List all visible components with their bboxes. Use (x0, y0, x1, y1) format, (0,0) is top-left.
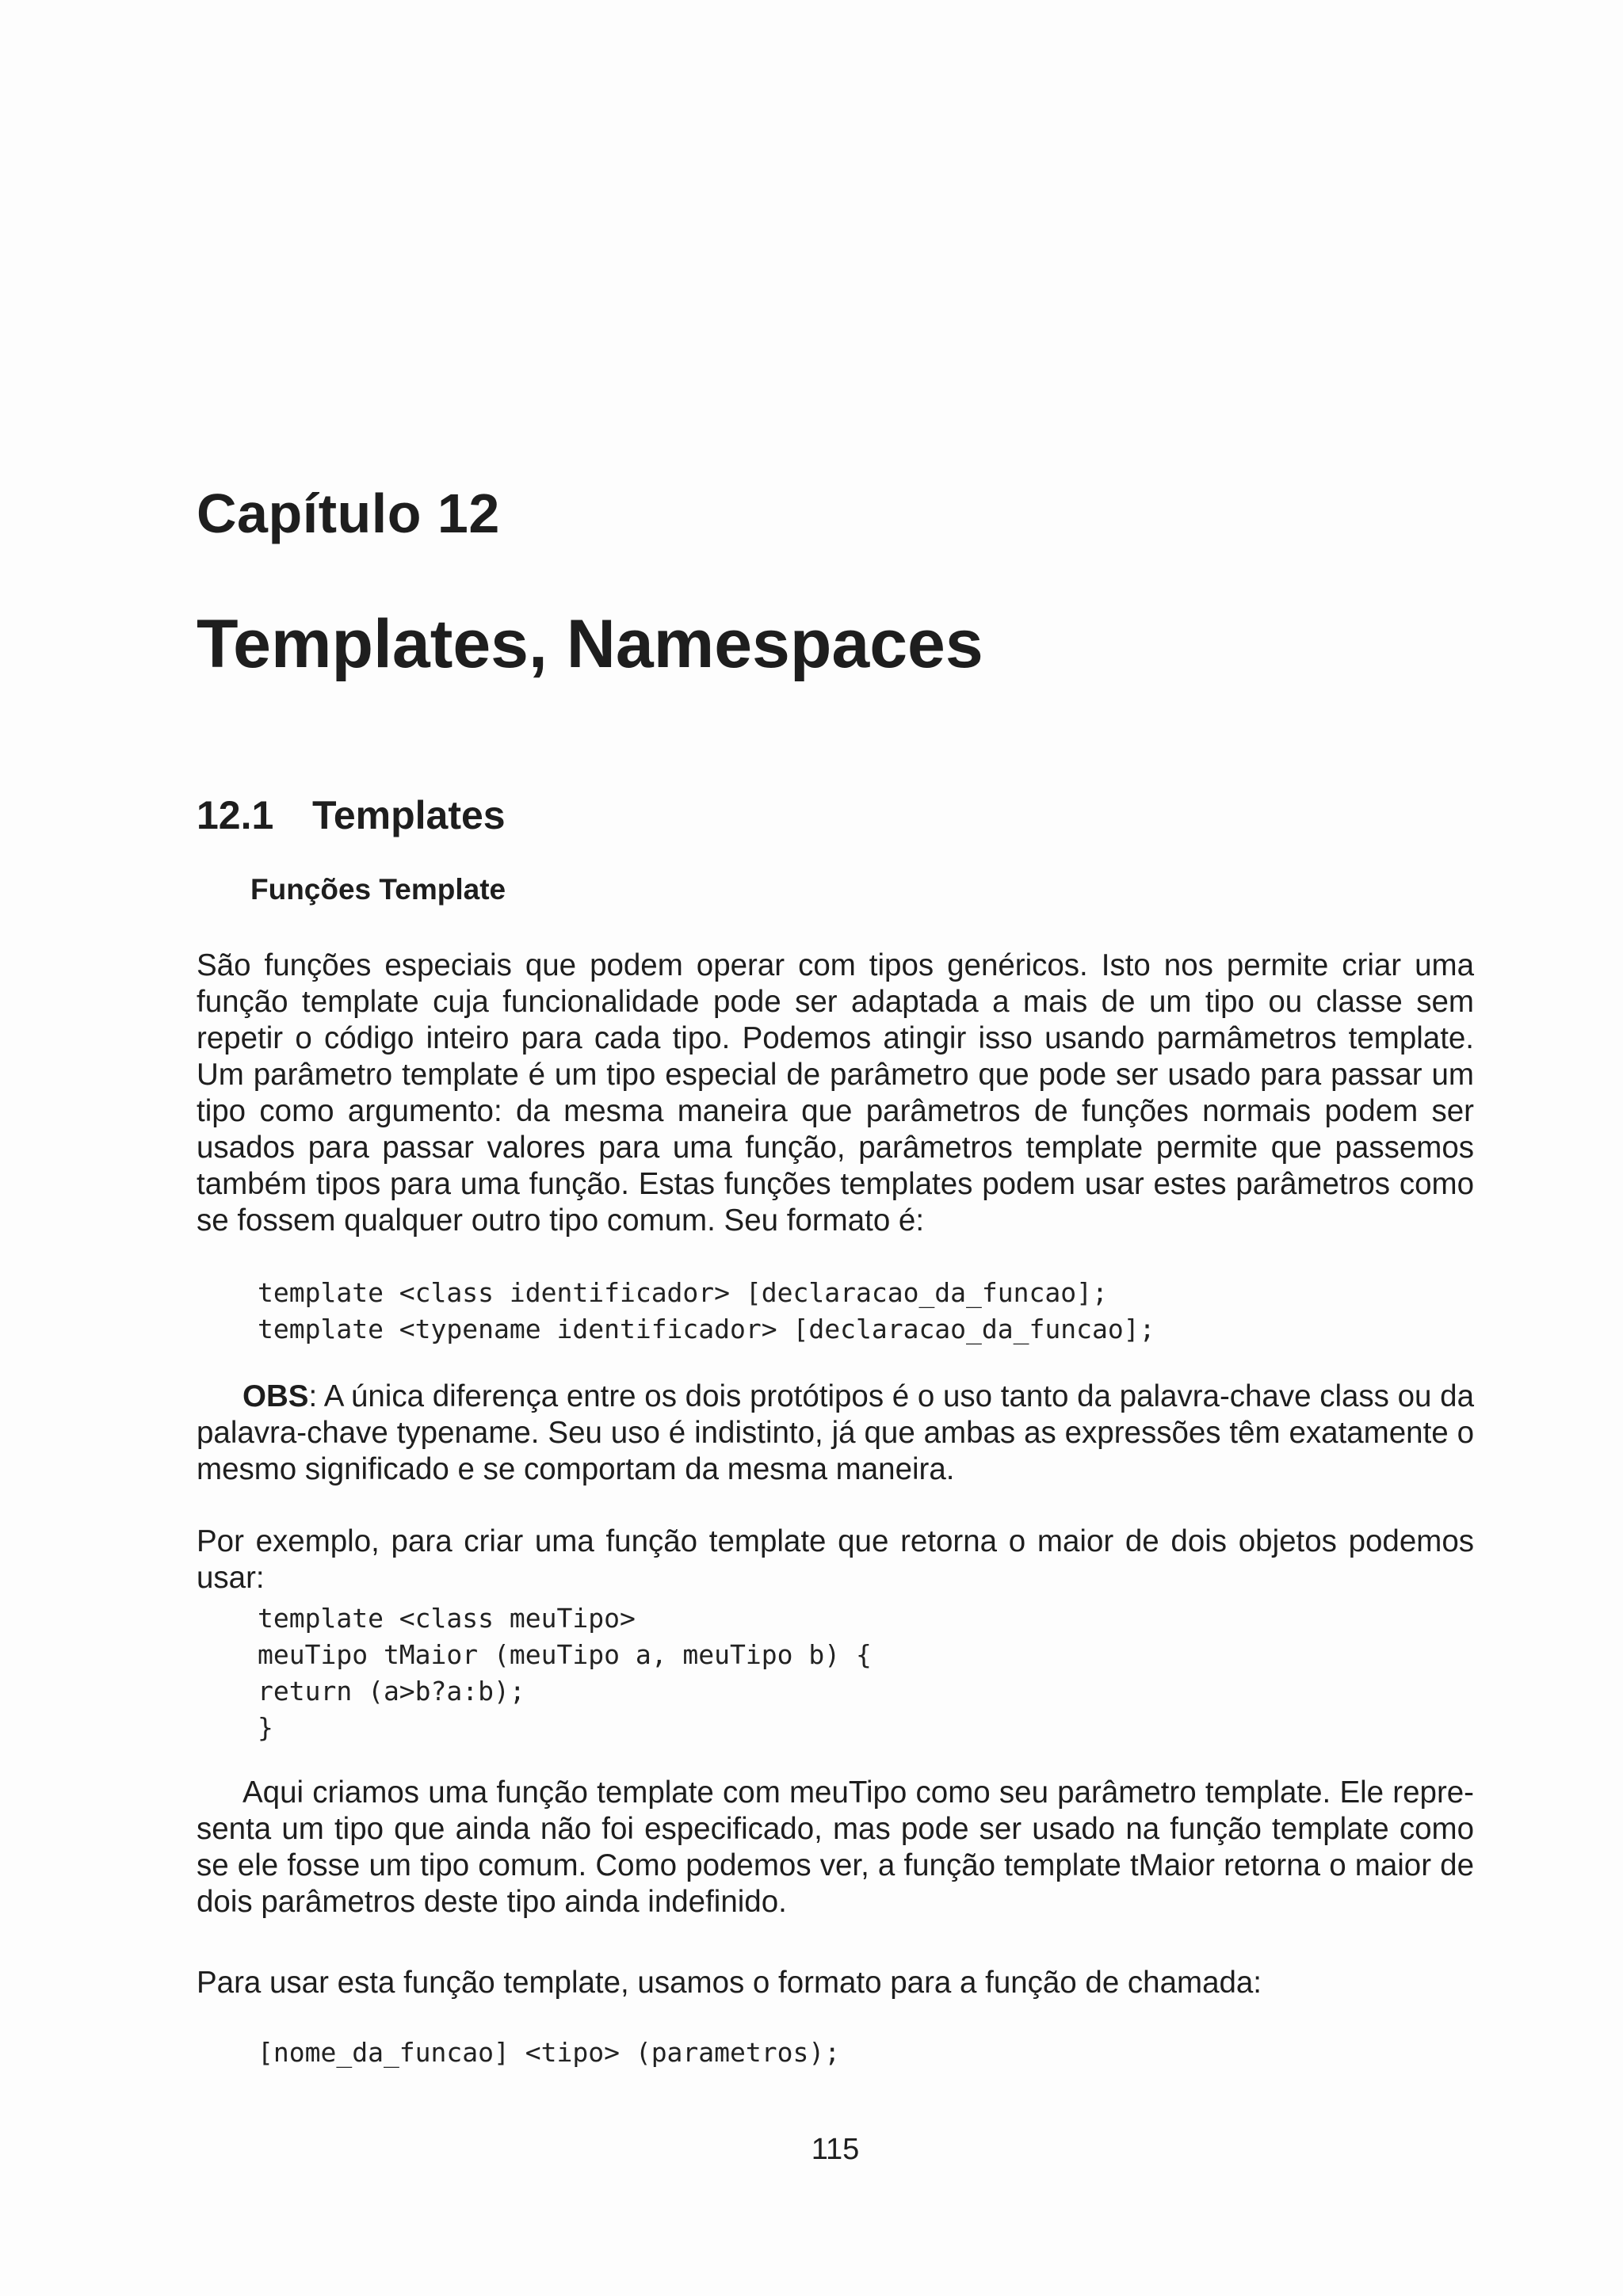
paragraph-usage-intro: Para usar esta função template, usamos o formato para a função de chamada: (197, 1966, 1262, 2000)
code-line: template <class meuTipo> (258, 1603, 636, 1634)
code-block-format (258, 1275, 1155, 1348)
section-title: Templates (312, 793, 506, 837)
obs-text: : A única diferença entre os dois protótipos é o uso tanto da palavra-chave class ou da palavra-chave typename. Seu uso é indistinto, já que ambas as expressões têm exatamente o mesmo significado e se comportam da mesma maneira. (197, 1379, 1474, 1486)
page-number: 115 (811, 2133, 860, 2166)
code-line: return (a>b?a:b); (258, 1676, 525, 1707)
code-block-example (258, 1600, 872, 1746)
code-line: template <class identificador> [declaracao_da_funcao]; (258, 1277, 1108, 1308)
section-number: 12.1 (197, 793, 274, 837)
paragraph-explanation: Aqui criamos uma função template com meuTipo como seu parâmetro template. Ele representa um tipo que ainda não foi especificado, mas pode ser usado na função template como se ele fosse um tipo comum. Como podemos ver, a função template tMaior retorna o maior de dois parâmetros deste tipo ainda indefinido. (197, 1775, 1474, 1919)
code-line: } (258, 1712, 273, 1743)
subsection-heading: Funções Template (250, 873, 506, 906)
chapter-title: Templates, Namespaces (197, 606, 983, 682)
code-line: meuTipo tMaior (meuTipo a, meuTipo b) { (258, 1639, 872, 1670)
chapter-label: Capítulo 12 (197, 482, 500, 544)
code-line: template <typename identificador> [declaracao_da_funcao]; (258, 1314, 1155, 1344)
obs-label: OBS (242, 1379, 309, 1413)
paragraph-intro: São funções especiais que podem operar com tipos genéricos. Isto nos permite criar uma função template cuja funcionalidade pode ser adaptada a mais de um tipo ou classe sem repetir o código inteiro para cada tipo. Podemos atingir isso usando parmâmetros template. Um parâmetro template é um tipo especial de parâmetro que pode ser usado para passar um tipo como argumento: da mesma maneira que parâmetros de funções normais podem ser usados para passar valores para uma função, parâmetros template permite que passemos também tipos para uma função. Estas funções templates podem usar estes parâmetros como se fossem qualquer outro tipo comum. Seu formato é: (197, 948, 1474, 1238)
section-heading (197, 792, 506, 838)
paragraph-example-intro: Por exemplo, para criar uma função template que retorna o maior de dois objetos podemos usar: (197, 1524, 1474, 1595)
paragraph-obs (197, 1379, 1474, 1488)
code-block-usage (258, 2035, 840, 2071)
code-line: [nome_da_funcao] <tipo> (parametros); (258, 2037, 841, 2068)
